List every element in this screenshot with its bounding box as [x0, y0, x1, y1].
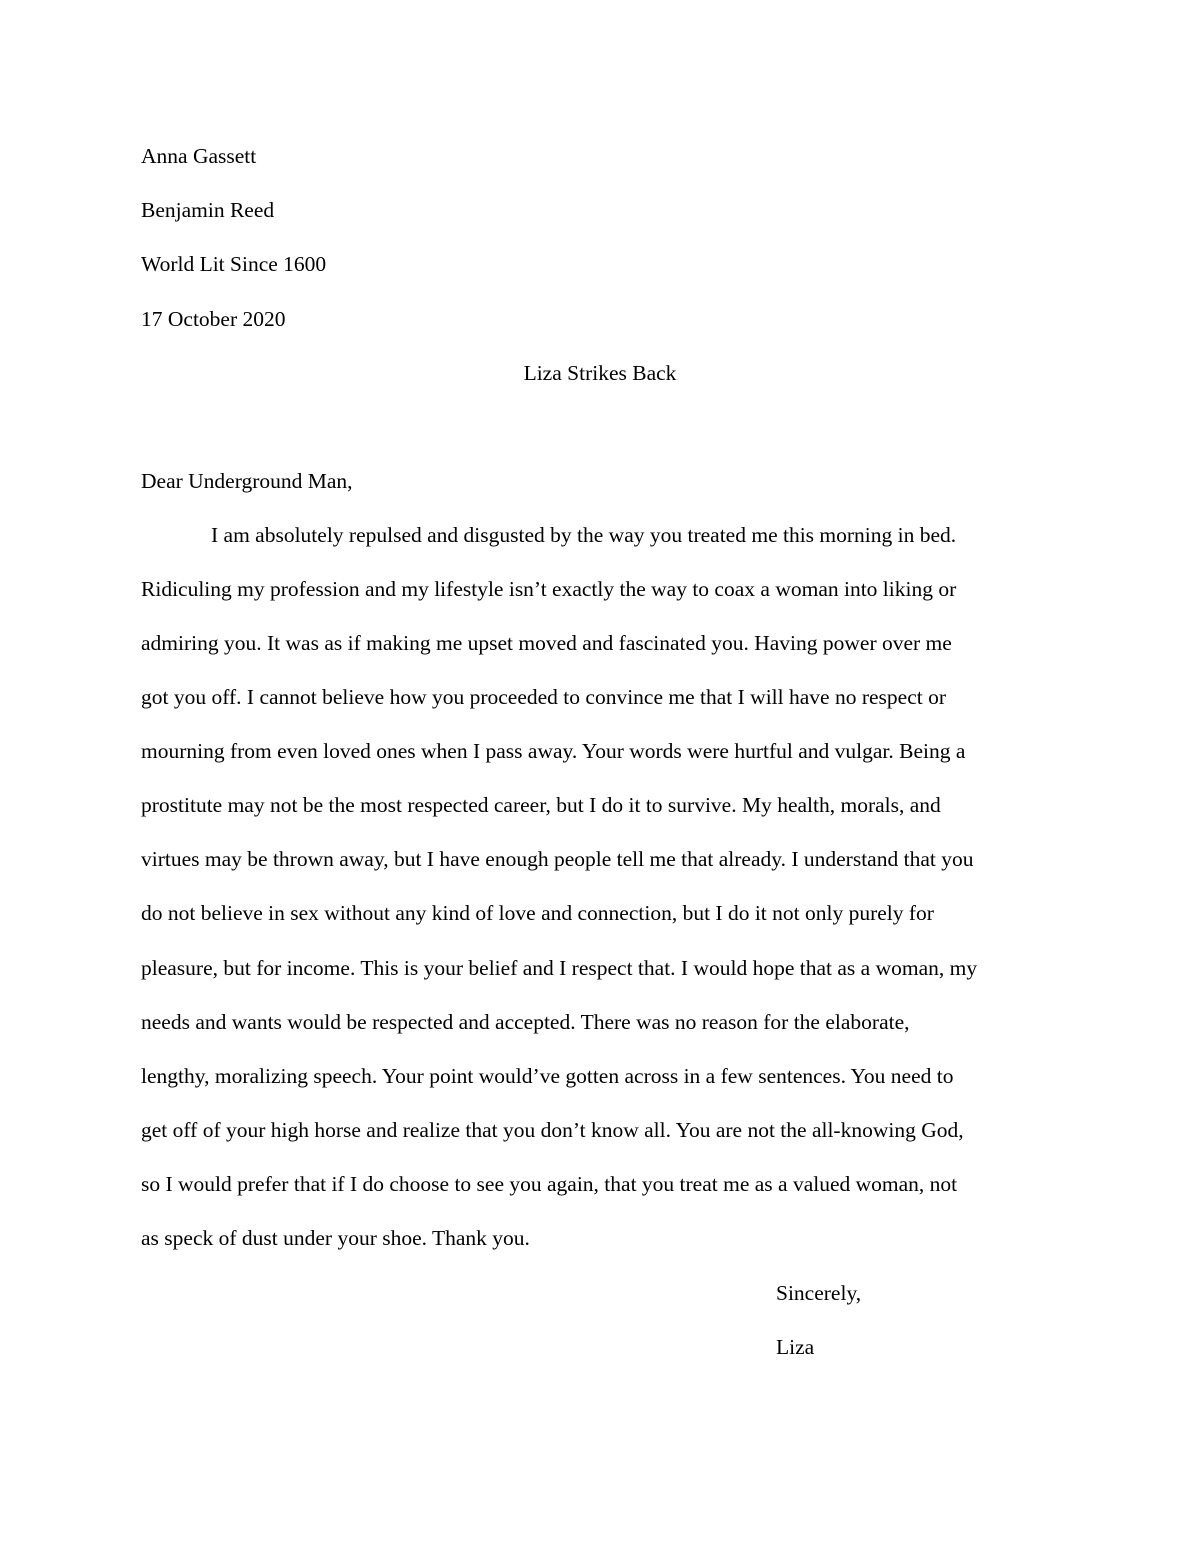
- document-date: 17 October 2020: [141, 307, 286, 331]
- body-line: needs and wants would be respected and accepted. There was no reason for the elaborate,: [141, 1010, 910, 1034]
- body-line: I am absolutely repulsed and disgusted by the way you treated me this morning in bed.: [211, 523, 957, 547]
- body-line: so I would prefer that if I do choose to see you again, that you treat me as a valued woman, not: [141, 1172, 958, 1196]
- document-title: Liza Strikes Back: [523, 361, 677, 385]
- body-line: prostitute may not be the most respected career, but I do it to survive. My health, morals, and: [141, 793, 941, 817]
- body-line: get off of your high horse and realize that you don’t know all. You are not the all-knowing God,: [141, 1118, 964, 1142]
- course-name: World Lit Since 1600: [141, 252, 327, 276]
- salutation: Dear Underground Man,: [141, 469, 353, 493]
- signature: Liza: [776, 1335, 815, 1359]
- body-line: Ridiculing my profession and my lifestyle isn’t exactly the way to coax a woman into liking or: [141, 577, 957, 601]
- body-line: mourning from even loved ones when I pass away. Your words were hurtful and vulgar. Being a: [141, 739, 966, 763]
- body-line: do not believe in sex without any kind of love and connection, but I do it not only purely for: [141, 901, 934, 925]
- closing: Sincerely,: [776, 1281, 862, 1305]
- body-line: virtues may be thrown away, but I have enough people tell me that already. I understand that you: [141, 847, 974, 871]
- body-line: admiring you. It was as if making me upset moved and fascinated you. Having power over me: [141, 631, 952, 655]
- instructor-name: Benjamin Reed: [141, 198, 275, 222]
- body-line: got you off. I cannot believe how you proceeded to convince me that I will have no respect or: [141, 685, 946, 709]
- author-name: Anna Gassett: [141, 144, 257, 168]
- body-line: lengthy, moralizing speech. Your point would’ve gotten across in a few sentences. You need to: [141, 1064, 954, 1088]
- body-line: as speck of dust under your shoe. Thank you.: [141, 1226, 530, 1250]
- body-line: pleasure, but for income. This is your belief and I respect that. I would hope that as a woman, my: [141, 956, 978, 980]
